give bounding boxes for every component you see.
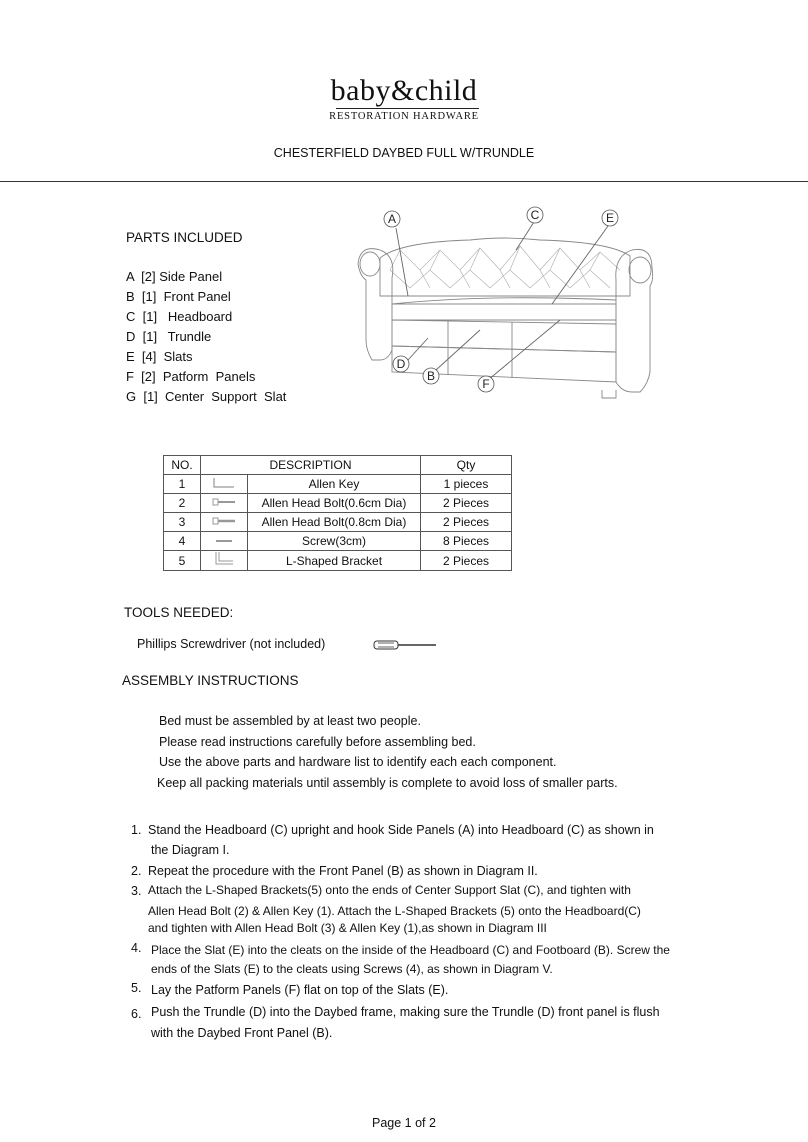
step-3-line: and tighten with Allen Head Bolt (3) & Allen Key (1),as shown in Diagram III [148,921,547,935]
step-number: 6. [131,1007,142,1021]
page-number: Page 1 of 2 [372,1116,436,1130]
step-5-line: Lay the Patform Panels (F) flat on top of the Slats (E). [151,983,449,997]
step-2-line: Repeat the procedure with the Front Panel (B) as shown in Diagram II. [148,864,538,878]
parts-item-f: F [2] Patform Panels [126,369,256,384]
table-row [164,551,512,571]
diagram-label-e: E [605,211,615,225]
row-no: 3 [164,513,201,532]
row-qty: 2 Pieces [421,494,512,513]
step-6-line: with the Daybed Front Panel (B). [151,1026,333,1040]
row-description: Allen Head Bolt(0.6cm Dia) [248,494,421,513]
parts-heading: PARTS INCLUDED [126,230,243,245]
brand-logo: baby&child [330,74,478,107]
step-number: 5. [131,981,142,995]
step-4-line: ends of the Slats (E) to the cleats using Screws (4), as shown in Diagram V. [151,962,553,976]
table-row [164,494,512,513]
daybed-diagram [340,200,670,410]
row-description: Allen Key [248,475,421,494]
assembly-note: Please read instructions carefully before assembling bed. [159,735,476,749]
row-qty: 8 Pieces [421,532,512,551]
row-qty: 1 pieces [421,475,512,494]
allen-key-icon [201,475,248,494]
assembly-heading: ASSEMBLY INSTRUCTIONS [122,673,299,688]
brand-divider [336,108,479,109]
table-header-row [164,456,512,475]
step-1-line: the Diagram I. [151,843,230,857]
parts-item-c: C [1] Headboard [126,309,233,324]
bolt-icon [201,494,248,513]
diagram-label-d: D [396,357,406,371]
row-description: L-Shaped Bracket [248,551,421,571]
parts-list [126,267,286,407]
diagram-label-a: A [387,212,397,226]
col-no-header: NO. [164,456,201,475]
row-no: 5 [164,551,201,571]
parts-item-e: E [4] Slats [126,349,193,364]
assembly-note: Use the above parts and hardware list to identify each each component. [159,755,557,769]
header-rule [0,181,808,182]
step-4-line: Place the Slat (E) into the cleats on the inside of the Headboard (C) and Footboard (B). Screw the [151,943,670,957]
parts-item-d: D [1] Trundle [126,329,212,344]
assembly-note: Keep all packing materials until assembly is complete to avoid loss of smaller parts. [157,776,618,790]
diagram-label-c: C [530,208,540,222]
assembly-note: Bed must be assembled by at least two people. [159,714,421,728]
parts-item-g: G [1] Center Support Slat [126,389,287,404]
screwdriver-icon [372,638,440,652]
col-description-header: DESCRIPTION [201,456,421,475]
diagram-label-f: F [482,377,490,391]
diagram-label-b: B [426,369,436,383]
table-row [164,475,512,494]
step-number: 2. [131,864,142,878]
tools-heading: TOOLS NEEDED: [124,605,234,620]
row-qty: 2 Pieces [421,551,512,571]
step-1-line: Stand the Headboard (C) upright and hook Side Panels (A) into Headboard (C) as shown in [148,823,654,837]
bolt-icon [201,513,248,532]
step-number: 1. [131,823,142,837]
l-bracket-icon [201,551,248,571]
step-3-line: Allen Head Bolt (2) & Allen Key (1). Attach the L-Shaped Brackets (5) onto the Headboard(C) [148,904,641,918]
parts-item-a: A [2] Side Panel [126,269,223,284]
table-row [164,513,512,532]
step-6-line: Push the Trundle (D) into the Daybed frame, making sure the Trundle (D) front panel is flush [151,1005,660,1019]
hardware-table [163,455,512,571]
parts-item-b: B [1] Front Panel [126,289,231,304]
row-description: Allen Head Bolt(0.8cm Dia) [248,513,421,532]
row-no: 1 [164,475,201,494]
document-title: CHESTERFIELD DAYBED FULL W/TRUNDLE [273,146,535,160]
col-qty-header: Qty [421,456,512,475]
table-row [164,532,512,551]
step-number: 4. [131,941,142,955]
brand-subtitle: RESTORATION HARDWARE [329,111,479,122]
row-no: 2 [164,494,201,513]
row-description: Screw(3cm) [248,532,421,551]
tools-item: Phillips Screwdriver (not included) [137,637,326,651]
row-no: 4 [164,532,201,551]
row-qty: 2 Pieces [421,513,512,532]
screw-icon [201,532,248,551]
step-number: 3. [131,884,142,898]
step-3-line: Attach the L-Shaped Brackets(5) onto the ends of Center Support Slat (C), and tighten with [148,883,631,897]
